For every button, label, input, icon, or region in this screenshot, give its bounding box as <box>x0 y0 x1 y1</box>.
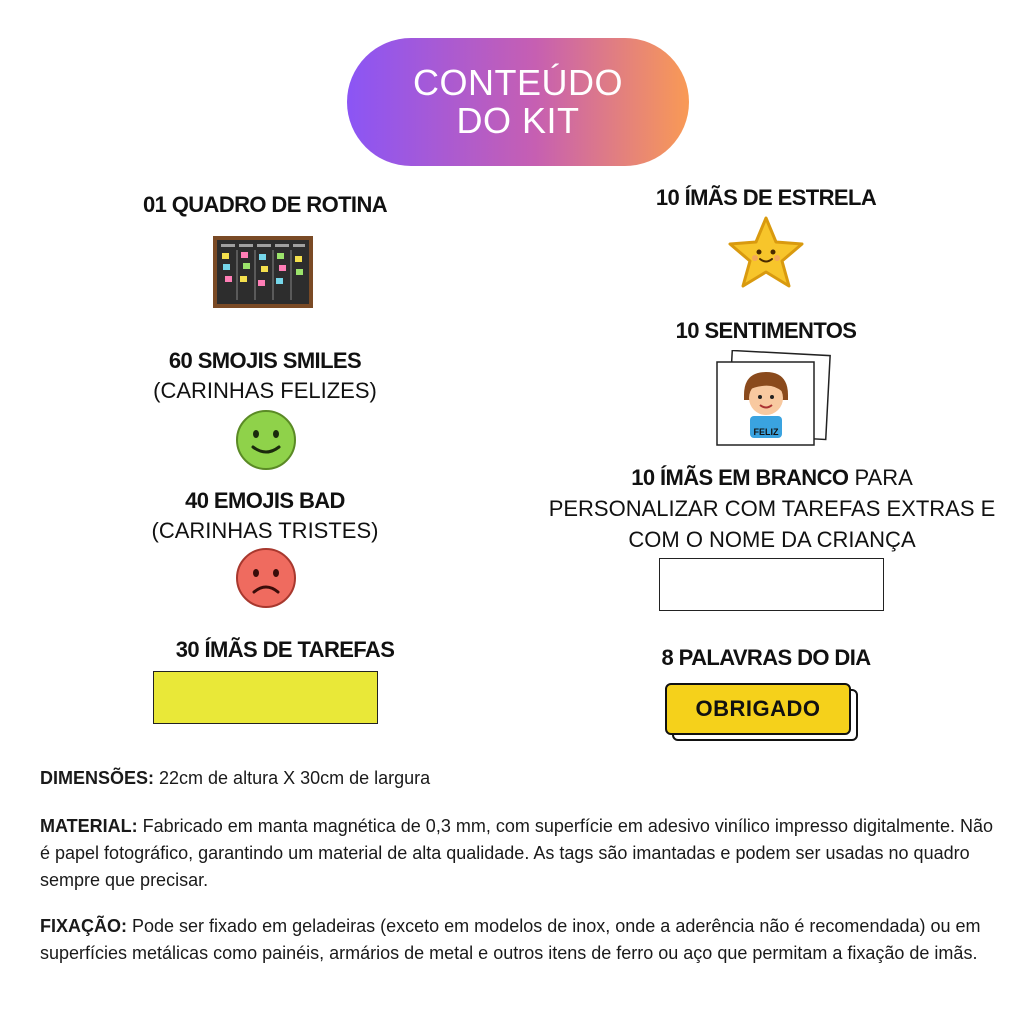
routine-board-image <box>213 236 313 308</box>
sentimentos-title: 10 SENTIMENTOS <box>675 318 857 343</box>
branco-line-3: COM O NOME DA CRIANÇA <box>628 527 916 552</box>
word-of-day-badge <box>665 683 851 735</box>
tarefas-title: 30 ÍMÃS DE TAREFAS <box>175 637 395 662</box>
smile-emoji-icon <box>234 409 298 471</box>
fixation-paragraph <box>40 913 1000 967</box>
dimensions-label: DIMENSÕES: <box>40 768 155 788</box>
dimensions-paragraph <box>40 765 1000 792</box>
dimensions-text: 22cm de altura X 30cm de largura <box>154 768 431 788</box>
blank-magnet-sample <box>659 558 884 611</box>
kit-contents-header <box>347 38 689 166</box>
bad-title: 40 EMOJIS BAD <box>185 488 345 513</box>
branco-title-bold: 10 ÍMÃS EM BRANCO <box>631 465 849 490</box>
branco-line-2: PERSONALIZAR COM TAREFAS EXTRAS E <box>548 496 996 521</box>
palavras-title: 8 PALAVRAS DO DIA <box>661 645 871 670</box>
blank-magnet-description <box>532 462 1012 555</box>
smiles-subtitle: (CARINHAS FELIZES) <box>153 378 377 403</box>
feelings-card-label: FELIZ <box>753 427 779 437</box>
star-magnet-icon <box>725 214 807 290</box>
header-line-1: CONTEÚDO <box>413 62 623 103</box>
material-text: Fabricado em manta magnética de 0,3 mm, com superfície em adesivo vinílico impresso digitalmente. Não é papel fotográfico, garantindo um material de alta qualidade. As tags são imantadas e podem ser usadas no quadro sempre que precisar. <box>40 816 994 890</box>
bad-subtitle: (CARINHAS TRISTES) <box>151 518 379 543</box>
material-label: MATERIAL: <box>40 816 138 836</box>
task-magnet-sample <box>153 671 378 724</box>
smiles-title: 60 SMOJIS SMILES <box>168 348 362 373</box>
feelings-card-image <box>714 350 832 448</box>
header-line-2: DO KIT <box>456 100 580 141</box>
word-of-day-label: OBRIGADO <box>695 696 821 721</box>
fixation-text: Pode ser fixado em geladeiras (exceto em modelos de inox, onde a aderência não é recomendada) ou em superfícies metálicas como painéis, armários de metal e outros itens de ferro ou aço que permitam a fixação de imãs. <box>40 916 981 963</box>
material-paragraph <box>40 813 1000 894</box>
quadro-title: 01 QUADRO DE ROTINA <box>142 192 388 217</box>
estrela-title: 10 ÍMÃS DE ESTRELA <box>655 185 877 210</box>
branco-title-rest: PARA <box>848 465 913 490</box>
fixation-label: FIXAÇÃO: <box>40 916 127 936</box>
sad-emoji-icon <box>234 547 298 609</box>
